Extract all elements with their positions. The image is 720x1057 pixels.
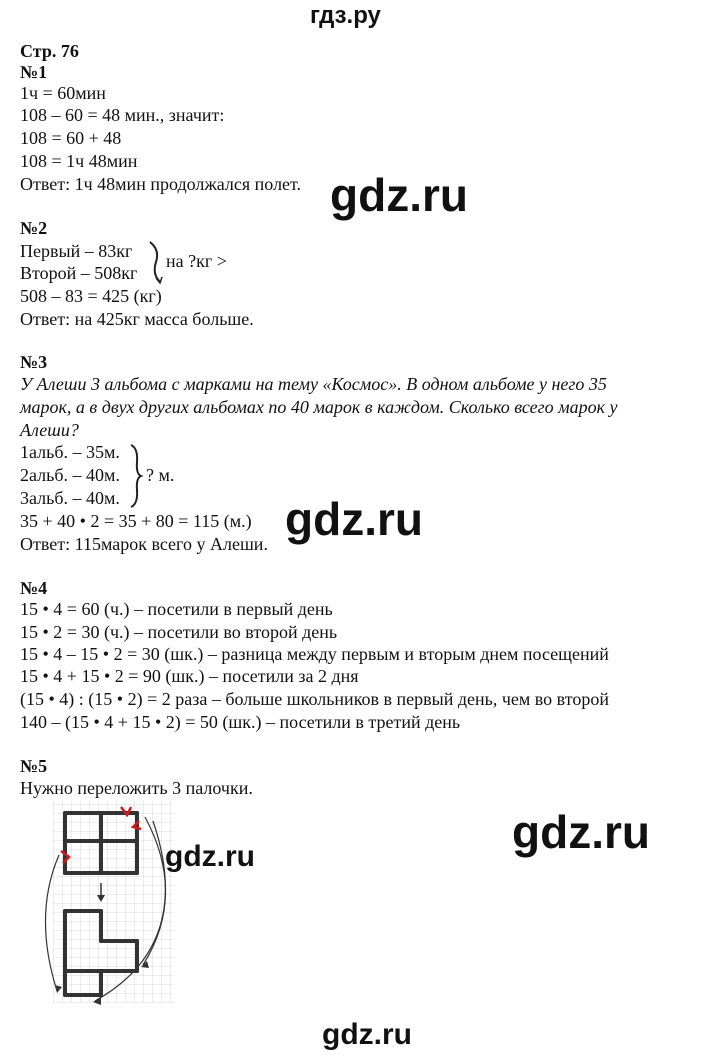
task2-second: Второй – 508кг [20,263,138,283]
page-label: Стр. 76 [20,41,79,61]
site-header: гдз.ру [310,2,381,29]
watermark: gdz.ru [285,493,423,545]
task3-calc: 35 + 40 • 2 = 35 + 80 = 115 (м.) [20,511,252,531]
task3-item: 2альб. – 40м. [20,465,120,485]
task2-brace [146,238,166,288]
task2-question: на ?кг > [166,251,227,271]
task4-title: №4 [20,578,48,598]
matchstick-diagram [35,795,195,1010]
task1-line: 108 = 1ч 48мин [20,151,138,171]
task4-line: 15 • 4 + 15 • 2 = 90 (шк.) – посетили за 2 дня [20,666,359,686]
task4-line: 140 – (15 • 4 + 15 • 2) = 50 (шк.) – посетили в третий день [20,712,461,732]
task2-answer: Ответ: на 425кг масса больше. [20,309,254,329]
task2-first: Первый – 83кг [20,241,133,261]
task1-line: 1ч = 60мин [20,83,106,103]
task3-title: №3 [20,352,48,372]
task3-problem: Алеши? [20,420,79,440]
task3-question: ? м. [146,465,175,485]
watermark: gdz.ru [330,169,468,221]
watermark: gdz.ru [512,806,650,858]
task3-answer: Ответ: 115марок всего у Алеши. [20,534,268,554]
watermark: gdz.ru [165,840,255,873]
task1-line: 108 – 60 = 48 мин., значит: [20,105,225,125]
task3-problem: марок, а в двух других альбомах по 40 марок в каждом. Сколько всего марок у [20,397,618,417]
task4-line: (15 • 4) : (15 • 2) = 2 раза – больше школьников в первый день, чем во второй [20,689,609,709]
task4-line: 15 • 4 – 15 • 2 = 30 (шк.) – разница между первым и вторым днем посещений [20,644,609,664]
task4-line: 15 • 2 = 30 (ч.) – посетили во второй день [20,622,338,642]
task4-line: 15 • 4 = 60 (ч.) – посетили в первый день [20,599,333,619]
task3-brace [128,442,144,510]
task2-calc: 508 – 83 = 425 (кг) [20,286,162,306]
task1-title: №1 [20,62,48,82]
task3-item: 1альб. – 35м. [20,442,120,462]
task1-answer: Ответ: 1ч 48мин продолжался полет. [20,174,302,194]
task5-text: Нужно переложить 3 палочки. [20,778,253,798]
task2-title: №2 [20,218,48,238]
task5-title: №5 [20,756,48,776]
task1-line: 108 = 60 + 48 [20,128,122,148]
task3-item: 3альб. – 40м. [20,488,120,508]
watermark: gdz.ru [322,1018,412,1051]
task3-problem: У Алеши 3 альбома с марками на тему «Космос». В одном альбоме у него 35 [20,374,607,394]
